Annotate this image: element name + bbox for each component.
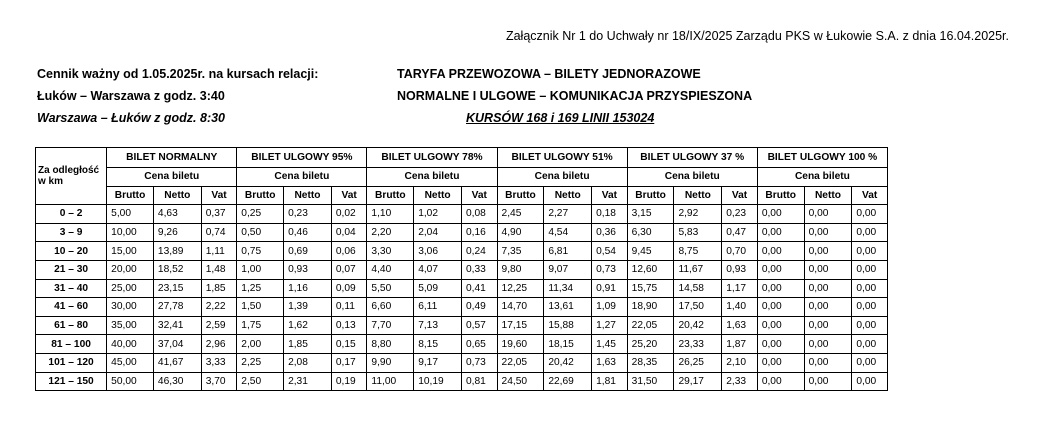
- price-cell: 2,31: [284, 372, 332, 391]
- price-cell: 3,30: [367, 242, 414, 261]
- price-cell: 3,33: [201, 353, 237, 372]
- price-cell: 0,00: [852, 205, 888, 224]
- price-cell: 1,62: [284, 316, 332, 335]
- price-cell: 0,18: [592, 205, 628, 224]
- price-cell: 0,73: [461, 353, 497, 372]
- price-cell: 27,78: [153, 298, 201, 317]
- price-cell: 2,92: [674, 205, 722, 224]
- price-cell: 1,85: [201, 279, 237, 298]
- price-cell: 0,00: [804, 316, 852, 335]
- price-cell: 35,00: [107, 316, 154, 335]
- price-cell: 28,35: [627, 353, 674, 372]
- price-cell: 2,50: [237, 372, 284, 391]
- price-cell: 0,65: [461, 335, 497, 354]
- price-cell: 20,42: [674, 316, 722, 335]
- table-row: [36, 260, 888, 279]
- price-cell: 0,54: [592, 242, 628, 261]
- sub-header-netto: Netto: [544, 186, 592, 205]
- price-cell: 37,04: [153, 335, 201, 354]
- price-cell: 19,60: [497, 335, 544, 354]
- price-cell: 1,00: [237, 260, 284, 279]
- sub-header-vat: Vat: [331, 186, 367, 205]
- price-cell: 4,07: [414, 260, 462, 279]
- group-header: BILET ULGOWY 95%: [237, 148, 367, 168]
- price-cell: 2,10: [722, 353, 758, 372]
- distance-cell: 21 – 30: [36, 260, 107, 279]
- price-label: Cena biletu: [237, 168, 367, 187]
- price-cell: 0,00: [804, 353, 852, 372]
- price-cell: 0,00: [852, 242, 888, 261]
- price-cell: 4,54: [544, 223, 592, 242]
- sub-header-netto: Netto: [284, 186, 332, 205]
- price-cell: 0,57: [461, 316, 497, 335]
- price-cell: 20,42: [544, 353, 592, 372]
- price-cell: 45,00: [107, 353, 154, 372]
- price-cell: 0,75: [237, 242, 284, 261]
- tariff-body: [36, 205, 888, 391]
- price-cell: 0,11: [331, 298, 367, 317]
- price-cell: 4,40: [367, 260, 414, 279]
- price-cell: 3,70: [201, 372, 237, 391]
- price-cell: 10,00: [107, 223, 154, 242]
- group-header: BILET ULGOWY 51%: [497, 148, 627, 168]
- price-cell: 6,81: [544, 242, 592, 261]
- table-row: [36, 298, 888, 317]
- price-cell: 0,02: [331, 205, 367, 224]
- price-cell: 0,36: [592, 223, 628, 242]
- price-cell: 2,96: [201, 335, 237, 354]
- price-cell: 0,37: [201, 205, 237, 224]
- price-cell: 0,00: [804, 335, 852, 354]
- table-row: [36, 279, 888, 298]
- price-cell: 1,63: [722, 316, 758, 335]
- price-cell: 0,00: [804, 372, 852, 391]
- sub-header-brutto: Brutto: [107, 186, 154, 205]
- price-cell: 14,58: [674, 279, 722, 298]
- price-cell: 0,25: [237, 205, 284, 224]
- tariff-title: TARYFA PRZEWOZOWA – BILETY JEDNORAZOWE: [397, 67, 701, 81]
- price-cell: 7,13: [414, 316, 462, 335]
- price-cell: 50,00: [107, 372, 154, 391]
- price-cell: 24,50: [497, 372, 544, 391]
- price-cell: 0,00: [804, 260, 852, 279]
- price-cell: 0,13: [331, 316, 367, 335]
- price-cell: 8,75: [674, 242, 722, 261]
- price-cell: 0,00: [852, 298, 888, 317]
- price-label: Cena biletu: [497, 168, 627, 187]
- price-cell: 9,90: [367, 353, 414, 372]
- price-cell: 0,00: [757, 298, 804, 317]
- price-cell: 0,07: [331, 260, 367, 279]
- price-cell: 2,08: [284, 353, 332, 372]
- distance-cell: 31 – 40: [36, 279, 107, 298]
- price-cell: 1,45: [592, 335, 628, 354]
- price-cell: 2,00: [237, 335, 284, 354]
- price-cell: 46,30: [153, 372, 201, 391]
- distance-cell: 121 – 150: [36, 372, 107, 391]
- route-return: Warszawa – Łuków z godz. 8:30: [37, 111, 226, 125]
- table-row: [36, 372, 888, 391]
- courses-line: KURSÓW 168 i 169 LINII 153024: [466, 111, 655, 125]
- group-header: BILET NORMALNY: [107, 148, 237, 168]
- table-row: [36, 353, 888, 372]
- price-cell: 9,17: [414, 353, 462, 372]
- price-cell: 0,17: [331, 353, 367, 372]
- sub-header-netto: Netto: [153, 186, 201, 205]
- price-cell: 8,80: [367, 335, 414, 354]
- price-cell: 0,04: [331, 223, 367, 242]
- price-cell: 0,00: [852, 316, 888, 335]
- price-cell: 32,41: [153, 316, 201, 335]
- price-cell: 0,00: [804, 223, 852, 242]
- price-cell: 3,06: [414, 242, 462, 261]
- price-cell: 0,00: [804, 205, 852, 224]
- price-cell: 25,00: [107, 279, 154, 298]
- distance-cell: 0 – 2: [36, 205, 107, 224]
- distance-cell: 61 – 80: [36, 316, 107, 335]
- price-cell: 23,33: [674, 335, 722, 354]
- sub-header-vat: Vat: [852, 186, 888, 205]
- price-cell: 22,05: [497, 353, 544, 372]
- price-cell: 13,61: [544, 298, 592, 317]
- price-cell: 0,24: [461, 242, 497, 261]
- price-cell: 22,69: [544, 372, 592, 391]
- price-cell: 1,50: [237, 298, 284, 317]
- price-cell: 40,00: [107, 335, 154, 354]
- distance-header: Za odległość w km: [36, 148, 107, 205]
- table-row: [36, 223, 888, 242]
- price-cell: 0,00: [757, 242, 804, 261]
- price-cell: 0,09: [331, 279, 367, 298]
- price-label: Cena biletu: [367, 168, 497, 187]
- price-cell: 2,25: [237, 353, 284, 372]
- price-cell: 0,50: [237, 223, 284, 242]
- price-cell: 1,09: [592, 298, 628, 317]
- price-cell: 0,23: [284, 205, 332, 224]
- table-row: [36, 205, 888, 224]
- sub-header-vat: Vat: [592, 186, 628, 205]
- price-cell: 6,60: [367, 298, 414, 317]
- price-cell: 30,00: [107, 298, 154, 317]
- price-cell: 0,00: [852, 279, 888, 298]
- price-cell: 1,48: [201, 260, 237, 279]
- price-cell: 0,49: [461, 298, 497, 317]
- price-cell: 15,00: [107, 242, 154, 261]
- price-cell: 0,00: [757, 335, 804, 354]
- price-cell: 0,74: [201, 223, 237, 242]
- group-header: BILET ULGOWY 78%: [367, 148, 497, 168]
- sub-header-brutto: Brutto: [497, 186, 544, 205]
- price-cell: 22,05: [627, 316, 674, 335]
- validity-note: Cennik ważny od 1.05.2025r. na kursach relacji:: [37, 67, 319, 81]
- price-cell: 0,93: [722, 260, 758, 279]
- price-cell: 1,85: [284, 335, 332, 354]
- price-cell: 0,81: [461, 372, 497, 391]
- price-cell: 1,02: [414, 205, 462, 224]
- price-cell: 2,33: [722, 372, 758, 391]
- price-cell: 11,00: [367, 372, 414, 391]
- price-cell: 10,19: [414, 372, 462, 391]
- group-header: BILET ULGOWY 100 %: [757, 148, 887, 168]
- price-cell: 11,67: [674, 260, 722, 279]
- price-cell: 2,27: [544, 205, 592, 224]
- sub-header-netto: Netto: [804, 186, 852, 205]
- sub-header-row: [36, 186, 888, 205]
- price-cell: 0,70: [722, 242, 758, 261]
- price-cell: 4,90: [497, 223, 544, 242]
- price-cell: 14,70: [497, 298, 544, 317]
- price-cell: 0,47: [722, 223, 758, 242]
- table-row: [36, 242, 888, 261]
- sub-header-netto: Netto: [414, 186, 462, 205]
- price-cell: 0,00: [852, 372, 888, 391]
- price-cell: 1,25: [237, 279, 284, 298]
- price-cell: 0,00: [804, 242, 852, 261]
- price-label-row: [36, 168, 888, 187]
- price-cell: 23,15: [153, 279, 201, 298]
- tariff-subtitle: NORMALNE I ULGOWE – KOMUNIKACJA PRZYSPIESZONA: [397, 89, 753, 103]
- group-header: BILET ULGOWY 37 %: [627, 148, 757, 168]
- price-cell: 1,63: [592, 353, 628, 372]
- price-cell: 5,09: [414, 279, 462, 298]
- price-label: Cena biletu: [627, 168, 757, 187]
- price-cell: 0,00: [757, 205, 804, 224]
- price-cell: 2,22: [201, 298, 237, 317]
- price-cell: 18,90: [627, 298, 674, 317]
- price-cell: 0,00: [757, 279, 804, 298]
- price-cell: 17,50: [674, 298, 722, 317]
- price-cell: 9,45: [627, 242, 674, 261]
- price-cell: 1,11: [201, 242, 237, 261]
- price-cell: 15,88: [544, 316, 592, 335]
- price-cell: 1,75: [237, 316, 284, 335]
- sub-header-brutto: Brutto: [367, 186, 414, 205]
- price-cell: 1,17: [722, 279, 758, 298]
- price-cell: 6,30: [627, 223, 674, 242]
- price-cell: 9,07: [544, 260, 592, 279]
- price-cell: 0,06: [331, 242, 367, 261]
- group-header-row: [36, 148, 888, 168]
- price-cell: 0,08: [461, 205, 497, 224]
- sub-header-brutto: Brutto: [627, 186, 674, 205]
- price-cell: 5,50: [367, 279, 414, 298]
- price-cell: 25,20: [627, 335, 674, 354]
- price-cell: 0,00: [852, 353, 888, 372]
- price-cell: 2,45: [497, 205, 544, 224]
- price-cell: 0,91: [592, 279, 628, 298]
- price-cell: 9,80: [497, 260, 544, 279]
- price-cell: 12,25: [497, 279, 544, 298]
- price-cell: 1,40: [722, 298, 758, 317]
- price-label: Cena biletu: [107, 168, 237, 187]
- price-cell: 13,89: [153, 242, 201, 261]
- price-cell: 11,34: [544, 279, 592, 298]
- price-cell: 0,00: [757, 223, 804, 242]
- price-cell: 6,11: [414, 298, 462, 317]
- price-cell: 0,69: [284, 242, 332, 261]
- sub-header-brutto: Brutto: [237, 186, 284, 205]
- distance-cell: 101 – 120: [36, 353, 107, 372]
- price-cell: 0,00: [757, 316, 804, 335]
- table-row: [36, 316, 888, 335]
- distance-cell: 41 – 60: [36, 298, 107, 317]
- sub-header-vat: Vat: [461, 186, 497, 205]
- price-cell: 1,39: [284, 298, 332, 317]
- price-cell: 0,33: [461, 260, 497, 279]
- price-cell: 2,59: [201, 316, 237, 335]
- sub-header-brutto: Brutto: [757, 186, 804, 205]
- price-cell: 12,60: [627, 260, 674, 279]
- tariff-table: [35, 147, 888, 391]
- price-cell: 8,15: [414, 335, 462, 354]
- distance-cell: 10 – 20: [36, 242, 107, 261]
- distance-cell: 81 – 100: [36, 335, 107, 354]
- price-cell: 1,16: [284, 279, 332, 298]
- price-cell: 0,00: [852, 223, 888, 242]
- sub-header-vat: Vat: [722, 186, 758, 205]
- price-cell: 2,04: [414, 223, 462, 242]
- price-cell: 0,00: [804, 298, 852, 317]
- price-cell: 31,50: [627, 372, 674, 391]
- price-cell: 3,15: [627, 205, 674, 224]
- price-cell: 7,35: [497, 242, 544, 261]
- price-cell: 0,16: [461, 223, 497, 242]
- price-cell: 17,15: [497, 316, 544, 335]
- price-cell: 7,70: [367, 316, 414, 335]
- price-cell: 5,00: [107, 205, 154, 224]
- price-cell: 0,93: [284, 260, 332, 279]
- price-cell: 0,00: [852, 260, 888, 279]
- price-cell: 1,10: [367, 205, 414, 224]
- table-row: [36, 335, 888, 354]
- price-cell: 1,27: [592, 316, 628, 335]
- price-cell: 0,00: [757, 260, 804, 279]
- distance-cell: 3 – 9: [36, 223, 107, 242]
- route-outbound: Łuków – Warszawa z godz. 3:40: [37, 89, 225, 103]
- price-cell: 41,67: [153, 353, 201, 372]
- price-cell: 2,20: [367, 223, 414, 242]
- price-label: Cena biletu: [757, 168, 887, 187]
- sub-header-vat: Vat: [201, 186, 237, 205]
- price-cell: 15,75: [627, 279, 674, 298]
- price-cell: 5,83: [674, 223, 722, 242]
- price-cell: 4,63: [153, 205, 201, 224]
- price-cell: 0,19: [331, 372, 367, 391]
- price-cell: 18,52: [153, 260, 201, 279]
- price-cell: 0,41: [461, 279, 497, 298]
- price-cell: 0,00: [757, 372, 804, 391]
- annex-reference: Załącznik Nr 1 do Uchwały nr 18/IX/2025 Zarządu PKS w Łukowie S.A. z dnia 16.04.2025r.: [505, 29, 1009, 43]
- price-cell: 0,73: [592, 260, 628, 279]
- price-cell: 20,00: [107, 260, 154, 279]
- price-cell: 0,00: [757, 353, 804, 372]
- price-cell: 18,15: [544, 335, 592, 354]
- price-cell: 0,46: [284, 223, 332, 242]
- sub-header-netto: Netto: [674, 186, 722, 205]
- price-cell: 1,87: [722, 335, 758, 354]
- price-cell: 0,23: [722, 205, 758, 224]
- price-cell: 0,15: [331, 335, 367, 354]
- price-cell: 29,17: [674, 372, 722, 391]
- price-cell: 26,25: [674, 353, 722, 372]
- price-cell: 9,26: [153, 223, 201, 242]
- price-cell: 1,81: [592, 372, 628, 391]
- price-cell: 0,00: [804, 279, 852, 298]
- price-cell: 0,00: [852, 335, 888, 354]
